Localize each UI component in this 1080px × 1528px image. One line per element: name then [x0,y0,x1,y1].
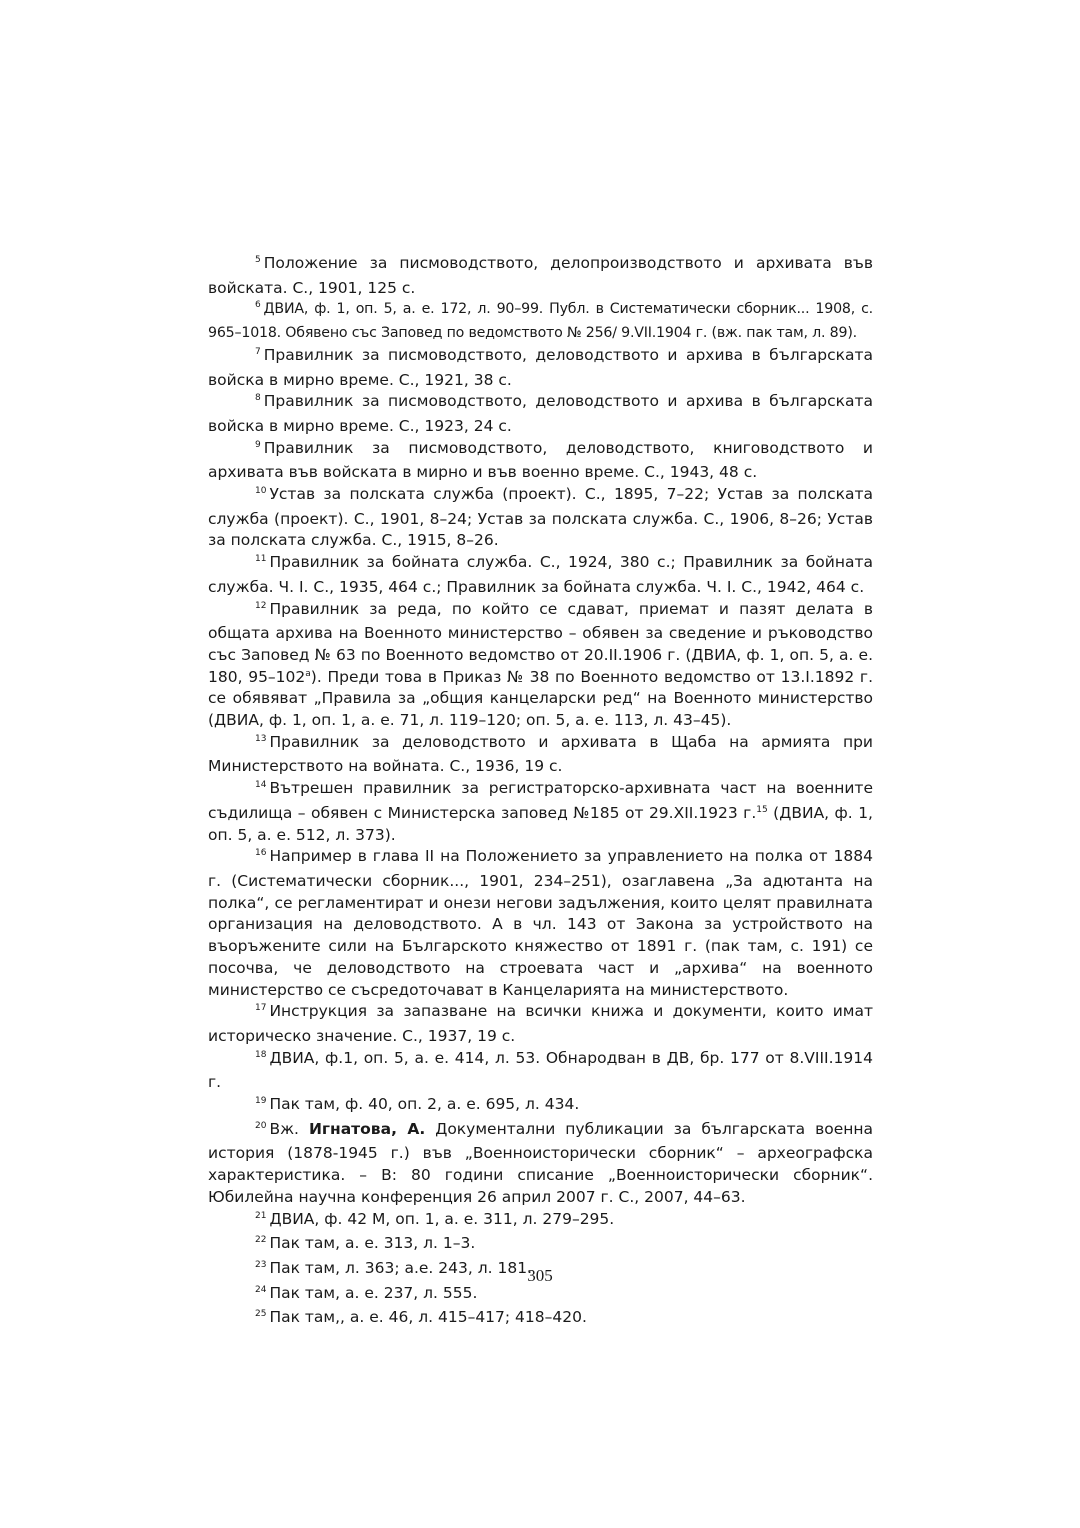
footnote-text: Пак там, а. е. 237, л. 555. [269,1283,478,1302]
footnote-superscript: а [305,668,311,679]
footnote-17 [208,1001,873,1047]
footnote-number: 12 [255,600,267,611]
footnote-number: 20 [255,1120,267,1131]
footnote-number: 24 [255,1284,267,1295]
footnote-text: ДВИА, ф. 42 М, оп. 1, а. е. 311, л. 279–295. [269,1209,615,1228]
footnote-author: Игнатова, А. [308,1119,426,1138]
footnote-text: Инструкция за запазване на всички книжа и документи, които имат историческо значение. С., 1937, 19 с. [208,1002,873,1045]
footnote-text: ДВИА, ф. 1, оп. 5, а. е. 172, л. 90–99. Публ. в Систематически сборник... 1908, с. 965–1018. Обявено със Заповед по ведомството № 256/ 9.VII.1904 г. (вж. пак там, л. 89). [208,301,873,342]
footnote-text-continued: (ДВИА, ф. 1, оп. 5, а. е. 512, л. 373). [208,803,873,844]
footnote-21 [208,1209,873,1234]
footnote-text: Документални публикации за българската военна история (1878-1945 г.) във „Военноисторически сборник“ – археографска характеристика. – В: 80 години списание „Военноисторически сборник“. Юбилейна научна конференция 26 април 2007 г. С., 2007, 44–63. [208,1119,874,1206]
footnote-text: Правилник за реда, по който се сдават, приемат и пазят делата в общата архива на Военното министерство – обявен за сведение и ръководство със Заповед № 63 по Военното ведомство от 20.II.1906 г. (ДВИА, ф. 1, оп. 5, а. е. 180, 95–102 [208,599,873,686]
footnote-text: Правилник за деловодството и архивата в Щаба на армията при Министерството на войната. С., 1936, 19 с. [208,732,873,776]
footnote-6 [208,299,873,344]
footnote-text: Устав за полската служба (проект). С., 1895, 7–22; Устав за полската служба (проект). С., 1901, 8–24; Устав за полската служба. С., 1906, 8–26; Устав за полската служба. С., 1915, 8–26. [208,485,873,550]
footnote-text: Пак там, ф. 40, оп. 2, а. е. 695, л. 434. [269,1095,580,1114]
footnote-number: 10 [255,486,267,497]
footnote-16 [208,846,873,1001]
footnote-text: Правилник за писмоводството, деловодството и архива в българската войска в мирно време. С., 1923, 24 с. [208,392,873,435]
footnote-12 [208,599,873,732]
footnote-number: 5 [255,255,261,265]
footnote-9 [208,438,873,484]
footnote-number: 21 [255,1210,267,1221]
footnote-number: 6 [255,300,261,311]
footnote-19 [208,1094,873,1119]
footnote-20 [208,1119,873,1209]
footnote-number: 14 [255,780,267,791]
footnote-13 [208,732,873,778]
footnote-text: Например в глава II на Положението за управлението на полка от 1884 г. (Систематически сборник..., 1901, 234–251), озаглавена „За адютанта на полка“, се регламентират и онези негови задължения, които целят правилната организация на деловодството. А в чл. 143 от Закона за устройството на въоръжените сили на Българското княжество от 1891 г. (пак там, с. 191) се посочва, че деловодството на строевата част и „архива“ на военното министерство се съсредоточават в Канцеларията на министерството. [208,847,873,999]
footnote-number: 22 [255,1235,267,1246]
footnote-text: Правилник за бойната служба. С., 1924, 380 с.; Правилник за бойната служба. Ч. I. С., 1935, 464 с.; Правилник за бойната служба. Ч. I. С., 1942, 464 с. [208,553,873,596]
footnote-7 [208,345,873,391]
footnote-22 [208,1233,873,1258]
footnote-text: Правилник за писмоводството, деловодството, книговодството и архивата във войската в мирно и във военно време. С., 1943, 48 с. [208,438,873,482]
footnote-number: 16 [255,848,267,859]
footnote-10 [208,484,873,552]
footnote-text-continued: ). Преди това в Приказ № 38 по Военното ведомство от 13.I.1892 г. се обявяват „Правила за „общия канцеларски ред“ на Военното министерство (ДВИА, ф. 1, оп. 1, а. е. 71, л. 119–120; оп. 5, а. е. 113, л. 43–45). [208,667,873,730]
footnotes-block [208,253,873,1332]
footnote-25 [208,1307,873,1332]
footnote-text: Пак там, л. 363; а.е. 243, л. 181. [269,1258,532,1277]
page-number: 305 [527,1266,553,1285]
footnote-text: Положение за писмоводството, делопроизводството и архивата във войската. С., 1901, 125 с. [208,254,873,297]
footnote-prefix: Вж. [269,1119,309,1138]
footnote-number: 7 [255,346,261,357]
footnote-number: 18 [255,1049,267,1060]
footnote-24 [208,1283,873,1308]
footnote-number: 8 [255,393,261,404]
footnote-text: Правилник за писмоводството, деловодството и архива в българската войска в мирно време. С., 1921, 38 с. [208,345,873,389]
footnote-text: Пак там, а. е. 313, л. 1–3. [269,1234,476,1253]
footnote-reference-mark: 15 [756,804,768,815]
footnote-number: 17 [255,1003,267,1014]
footnote-text: Пак там,, а. е. 46, л. 415–417; 418–420. [269,1308,587,1327]
footnote-11 [208,552,873,598]
footnote-5 [208,253,873,299]
footnote-number: 19 [255,1096,267,1107]
footnote-text: Вътрешен правилник за регистраторско-архивната част на военните съдилища – обявен с Министерска заповед №185 от 29.XII.1923 г. [208,779,873,822]
footnote-number: 23 [255,1259,267,1270]
footnote-text: ДВИА, ф.1, оп. 5, а. е. 414, л. 53. Обнародван в ДВ, бр. 177 от 8.VIII.1914 г. [208,1048,873,1092]
footnote-8 [208,391,873,437]
footnote-14 [208,778,873,846]
footnote-number: 25 [255,1309,267,1320]
footnote-number: 9 [255,439,261,450]
footnote-number: 11 [255,554,267,565]
footnote-number: 13 [255,733,267,744]
footnote-18 [208,1048,873,1094]
